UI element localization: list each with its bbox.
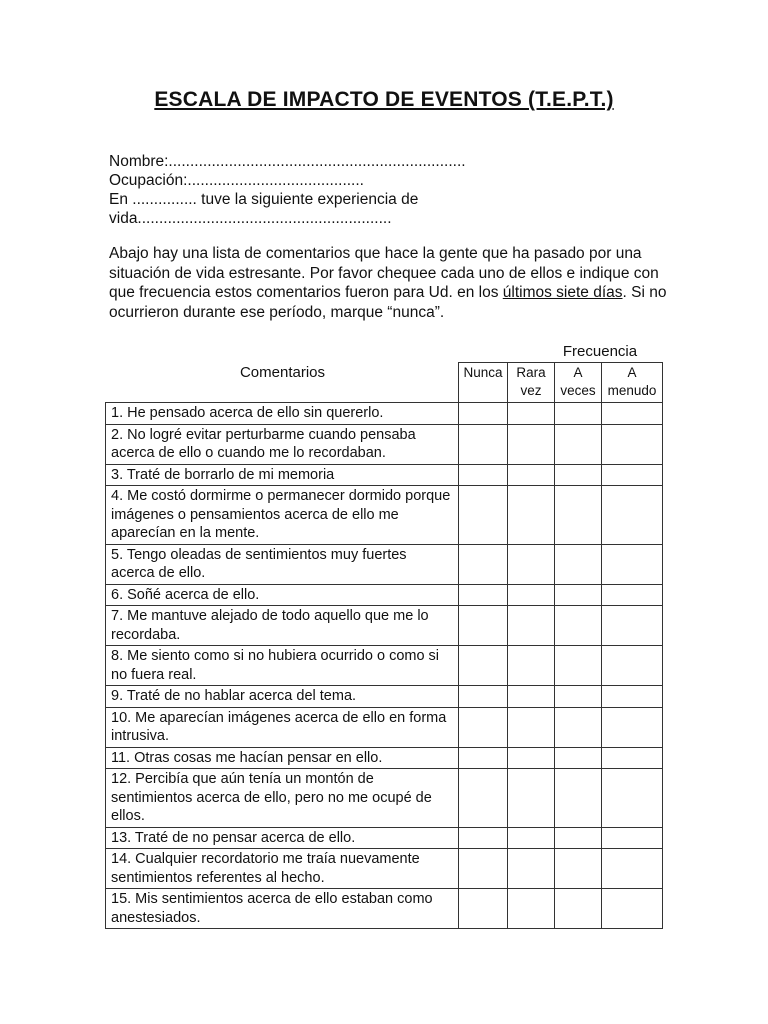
answer-cell-a-veces[interactable] [555, 606, 602, 646]
item-text: 11. Otras cosas me hacían pensar en ello. [106, 747, 459, 769]
answer-cell-a-veces[interactable] [555, 403, 602, 425]
answer-cell-rara-vez[interactable] [508, 544, 555, 584]
comentarios-label: Comentarios [239, 364, 326, 381]
answer-cell-a-menudo[interactable] [602, 486, 663, 545]
item-text: 9. Traté de no hablar acerca del tema. [106, 686, 459, 708]
answer-cell-nunca[interactable] [459, 827, 508, 849]
answer-cell-rara-vez[interactable] [508, 584, 555, 606]
header-blank-cell [106, 363, 459, 403]
answer-cell-a-veces[interactable] [555, 747, 602, 769]
answer-cell-a-menudo[interactable] [602, 707, 663, 747]
table-row [106, 584, 663, 606]
answer-cell-a-veces[interactable] [555, 646, 602, 686]
answer-cell-nunca[interactable] [459, 584, 508, 606]
instructions-paragraph [109, 244, 669, 322]
scale-table [105, 362, 663, 929]
item-text: 13. Traté de no pensar acerca de ello. [106, 827, 459, 849]
item-text: 14. Cualquier recordatorio me traía nuevamente sentimientos referentes al hecho. [106, 849, 459, 889]
answer-cell-a-veces[interactable] [555, 827, 602, 849]
item-text: 5. Tengo oleadas de sentimientos muy fuertes acerca de ello. [106, 544, 459, 584]
answer-cell-a-menudo[interactable] [602, 646, 663, 686]
answer-cell-rara-vez[interactable] [508, 424, 555, 464]
answer-cell-a-menudo[interactable] [602, 464, 663, 486]
answer-cell-a-veces[interactable] [555, 686, 602, 708]
answer-cell-nunca[interactable] [459, 686, 508, 708]
personal-fields [109, 152, 466, 228]
answer-cell-a-menudo[interactable] [602, 827, 663, 849]
answer-cell-nunca[interactable] [459, 769, 508, 828]
answer-cell-rara-vez[interactable] [508, 606, 555, 646]
answer-cell-rara-vez[interactable] [508, 686, 555, 708]
table-header-row [106, 363, 663, 403]
answer-cell-a-menudo[interactable] [602, 424, 663, 464]
item-text: 2. No logré evitar perturbarme cuando pensaba acerca de ello o cuando me lo recordaban. [106, 424, 459, 464]
table-row [106, 606, 663, 646]
table-row [106, 889, 663, 929]
instructions-underlined-period: últimos siete días [502, 284, 623, 301]
instructions-text-end: . Si no ocurrieron durante ese período, marque “nunca”. [109, 284, 667, 321]
answer-cell-a-menudo[interactable] [602, 584, 663, 606]
answer-cell-nunca[interactable] [459, 646, 508, 686]
table-row [106, 769, 663, 828]
page-title: ESCALA DE IMPACTO DE EVENTOS (T.E.P.T.) [154, 88, 614, 111]
answer-cell-nunca[interactable] [459, 403, 508, 425]
item-text: 15. Mis sentimientos acerca de ello estaban como anestesiados. [106, 889, 459, 929]
answer-cell-a-menudo[interactable] [602, 403, 663, 425]
answer-cell-a-menudo[interactable] [602, 889, 663, 929]
answer-cell-rara-vez[interactable] [508, 464, 555, 486]
answer-cell-a-veces[interactable] [555, 849, 602, 889]
answer-cell-rara-vez[interactable] [508, 707, 555, 747]
item-text: 1. He pensado acerca de ello sin quererlo. [106, 403, 459, 425]
table-row [106, 486, 663, 545]
item-text: 8. Me siento como si no hubiera ocurrido o como si no fuera real. [106, 646, 459, 686]
answer-cell-a-veces[interactable] [555, 544, 602, 584]
answer-cell-rara-vez[interactable] [508, 486, 555, 545]
answer-cell-rara-vez[interactable] [508, 403, 555, 425]
answer-cell-rara-vez[interactable] [508, 889, 555, 929]
answer-cell-a-veces[interactable] [555, 424, 602, 464]
answer-cell-nunca[interactable] [459, 424, 508, 464]
answer-cell-nunca[interactable] [459, 544, 508, 584]
answer-cell-a-menudo[interactable] [602, 747, 663, 769]
answer-cell-a-menudo[interactable] [602, 606, 663, 646]
answer-cell-nunca[interactable] [459, 849, 508, 889]
table-row [106, 707, 663, 747]
ocupacion-field: Ocupación:......................................... [109, 172, 364, 189]
column-header-rara-vez: Rara vez [508, 363, 555, 403]
table-row [106, 424, 663, 464]
answer-cell-a-veces[interactable] [555, 486, 602, 545]
answer-cell-a-veces[interactable] [555, 584, 602, 606]
item-text: 6. Soñé acerca de ello. [106, 584, 459, 606]
nombre-field: Nombre:..................................................................... [109, 153, 466, 170]
answer-cell-nunca[interactable] [459, 707, 508, 747]
answer-cell-a-menudo[interactable] [602, 849, 663, 889]
answer-cell-rara-vez[interactable] [508, 849, 555, 889]
answer-cell-a-veces[interactable] [555, 464, 602, 486]
table-row [106, 464, 663, 486]
answer-cell-rara-vez[interactable] [508, 827, 555, 849]
item-text: 3. Traté de borrarlo de mi memoria [106, 464, 459, 486]
answer-cell-a-veces[interactable] [555, 707, 602, 747]
answer-cell-a-menudo[interactable] [602, 769, 663, 828]
item-text: 12. Percibía que aún tenía un montón de sentimientos acerca de ello, pero no me ocupé de ellos. [106, 769, 459, 828]
answer-cell-nunca[interactable] [459, 747, 508, 769]
experiencia-field-line1: En ............... tuve la siguiente experiencia de [109, 191, 419, 208]
table-row [106, 646, 663, 686]
table-row [106, 686, 663, 708]
column-header-a-menudo: A menudo [602, 363, 663, 403]
instructions-text-start: Abajo hay una lista de comentarios que hace la gente que ha pasado por una situación de vida estresante. Por favor chequee cada uno de ellos e indique con que frecuencia estos comentarios fueron para Ud. en los [109, 245, 659, 301]
experiencia-field-line2: vida........................................................... [109, 210, 392, 227]
answer-cell-rara-vez[interactable] [508, 646, 555, 686]
table-row [106, 849, 663, 889]
answer-cell-nunca[interactable] [459, 464, 508, 486]
table-row [106, 747, 663, 769]
item-text: 7. Me mantuve alejado de todo aquello que me lo recordaba. [106, 606, 459, 646]
table-row [106, 403, 663, 425]
column-header-nunca: Nunca [459, 363, 508, 403]
answer-cell-nunca[interactable] [459, 889, 508, 929]
table-row [106, 827, 663, 849]
answer-cell-a-menudo[interactable] [602, 544, 663, 584]
item-text: 4. Me costó dormirme o permanecer dormido porque imágenes o pensamientos acerca de ello me aparecían en la mente. [106, 486, 459, 545]
answer-cell-a-veces[interactable] [555, 889, 602, 929]
answer-cell-nunca[interactable] [459, 486, 508, 545]
column-header-a-veces: A veces [555, 363, 602, 403]
answer-cell-rara-vez[interactable] [508, 769, 555, 828]
table-row [106, 544, 663, 584]
answer-cell-nunca[interactable] [459, 606, 508, 646]
item-text: 10. Me aparecían imágenes acerca de ello en forma intrusiva. [106, 707, 459, 747]
frecuencia-label: Frecuencia [562, 343, 638, 360]
answer-cell-rara-vez[interactable] [508, 747, 555, 769]
answer-cell-a-menudo[interactable] [602, 686, 663, 708]
answer-cell-a-veces[interactable] [555, 769, 602, 828]
